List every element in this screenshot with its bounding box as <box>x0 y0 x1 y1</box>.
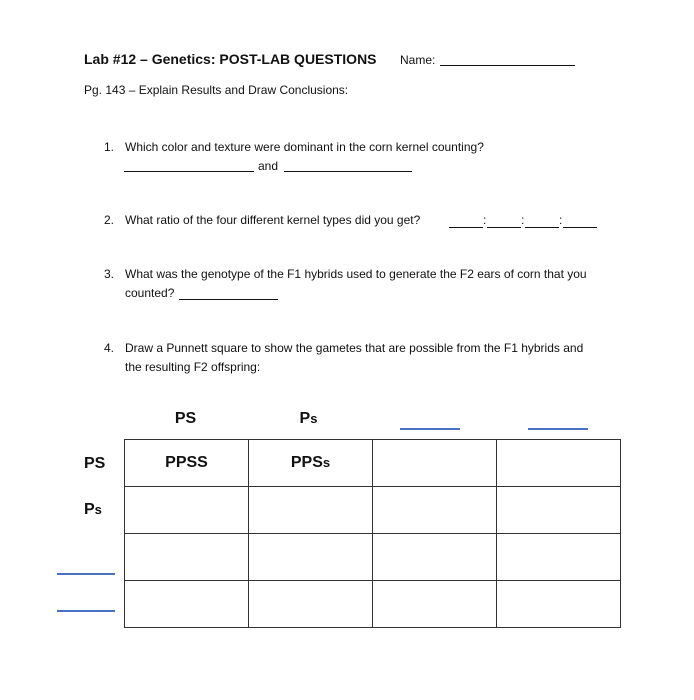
punnett-col-header-blank-4[interactable] <box>528 428 588 430</box>
page-subtitle: Pg. 143 – Explain Results and Draw Conclusions: <box>84 83 349 97</box>
punnett-cell[interactable] <box>497 581 621 628</box>
punnett-row <box>125 534 621 581</box>
punnett-row <box>125 487 621 534</box>
page-title: Lab #12 – Genetics: POST-LAB QUESTIONS <box>84 51 377 67</box>
question-2-ratio-blank-2[interactable] <box>487 227 521 228</box>
question-3-text-line-2: counted? <box>125 286 175 300</box>
question-3-text-line-1: What was the genotype of the F1 hybrids used to generate the F2 ears of corn that you <box>125 267 587 281</box>
punnett-cell-value: PPSS <box>165 454 208 471</box>
punnett-col-header-blank-3[interactable] <box>400 428 460 430</box>
punnett-row-header-1: PS <box>84 455 106 472</box>
punnett-cell-value: PPSs <box>290 454 331 471</box>
question-2-number: 2. <box>104 213 115 227</box>
punnett-col-header-2: Ps <box>299 410 318 427</box>
punnett-square <box>124 439 621 628</box>
punnett-cell[interactable] <box>125 440 249 487</box>
question-3-number: 3. <box>104 267 115 281</box>
ratio-separator: : <box>521 213 525 227</box>
question-1-connector: and <box>258 159 279 173</box>
question-4-text-line-2: the resulting F2 offspring: <box>125 360 261 374</box>
punnett-row-header-blank-4[interactable] <box>57 610 115 612</box>
punnett-cell[interactable] <box>373 487 497 534</box>
punnett-cell[interactable] <box>373 581 497 628</box>
question-2-ratio-blank-4[interactable] <box>563 227 597 228</box>
punnett-cell[interactable] <box>249 440 373 487</box>
question-1-answer-blank-1[interactable] <box>124 171 254 172</box>
question-2-ratio-blank-1[interactable] <box>449 227 483 228</box>
ratio-separator: : <box>559 213 563 227</box>
punnett-row <box>125 440 621 487</box>
punnett-cell[interactable] <box>249 534 373 581</box>
punnett-cell[interactable] <box>125 581 249 628</box>
ratio-separator: : <box>483 213 487 227</box>
question-2-text: What ratio of the four different kernel types did you get? <box>125 213 421 227</box>
question-1-number: 1. <box>104 140 115 154</box>
punnett-cell[interactable] <box>497 534 621 581</box>
punnett-row-header-2: Ps <box>84 501 102 518</box>
punnett-cell[interactable] <box>249 487 373 534</box>
punnett-row <box>125 581 621 628</box>
question-1-answer-blank-2[interactable] <box>284 171 412 172</box>
punnett-cell[interactable] <box>373 440 497 487</box>
question-4-number: 4. <box>104 341 115 355</box>
punnett-cell[interactable] <box>497 487 621 534</box>
punnett-row-header-blank-3[interactable] <box>57 573 115 575</box>
punnett-col-header-1: PS <box>174 410 197 427</box>
punnett-cell[interactable] <box>125 534 249 581</box>
punnett-cell[interactable] <box>249 581 373 628</box>
punnett-cell[interactable] <box>497 440 621 487</box>
name-label: Name: <box>400 53 436 67</box>
punnett-cell[interactable] <box>373 534 497 581</box>
question-2-ratio-blank-3[interactable] <box>525 227 559 228</box>
question-4-text-line-1: Draw a Punnett square to show the gametes that are possible from the F1 hybrids and <box>125 341 584 355</box>
name-field[interactable] <box>440 65 575 66</box>
question-1-text: Which color and texture were dominant in the corn kernel counting? <box>125 140 484 154</box>
punnett-cell[interactable] <box>125 487 249 534</box>
question-3-answer-blank[interactable] <box>179 299 278 300</box>
